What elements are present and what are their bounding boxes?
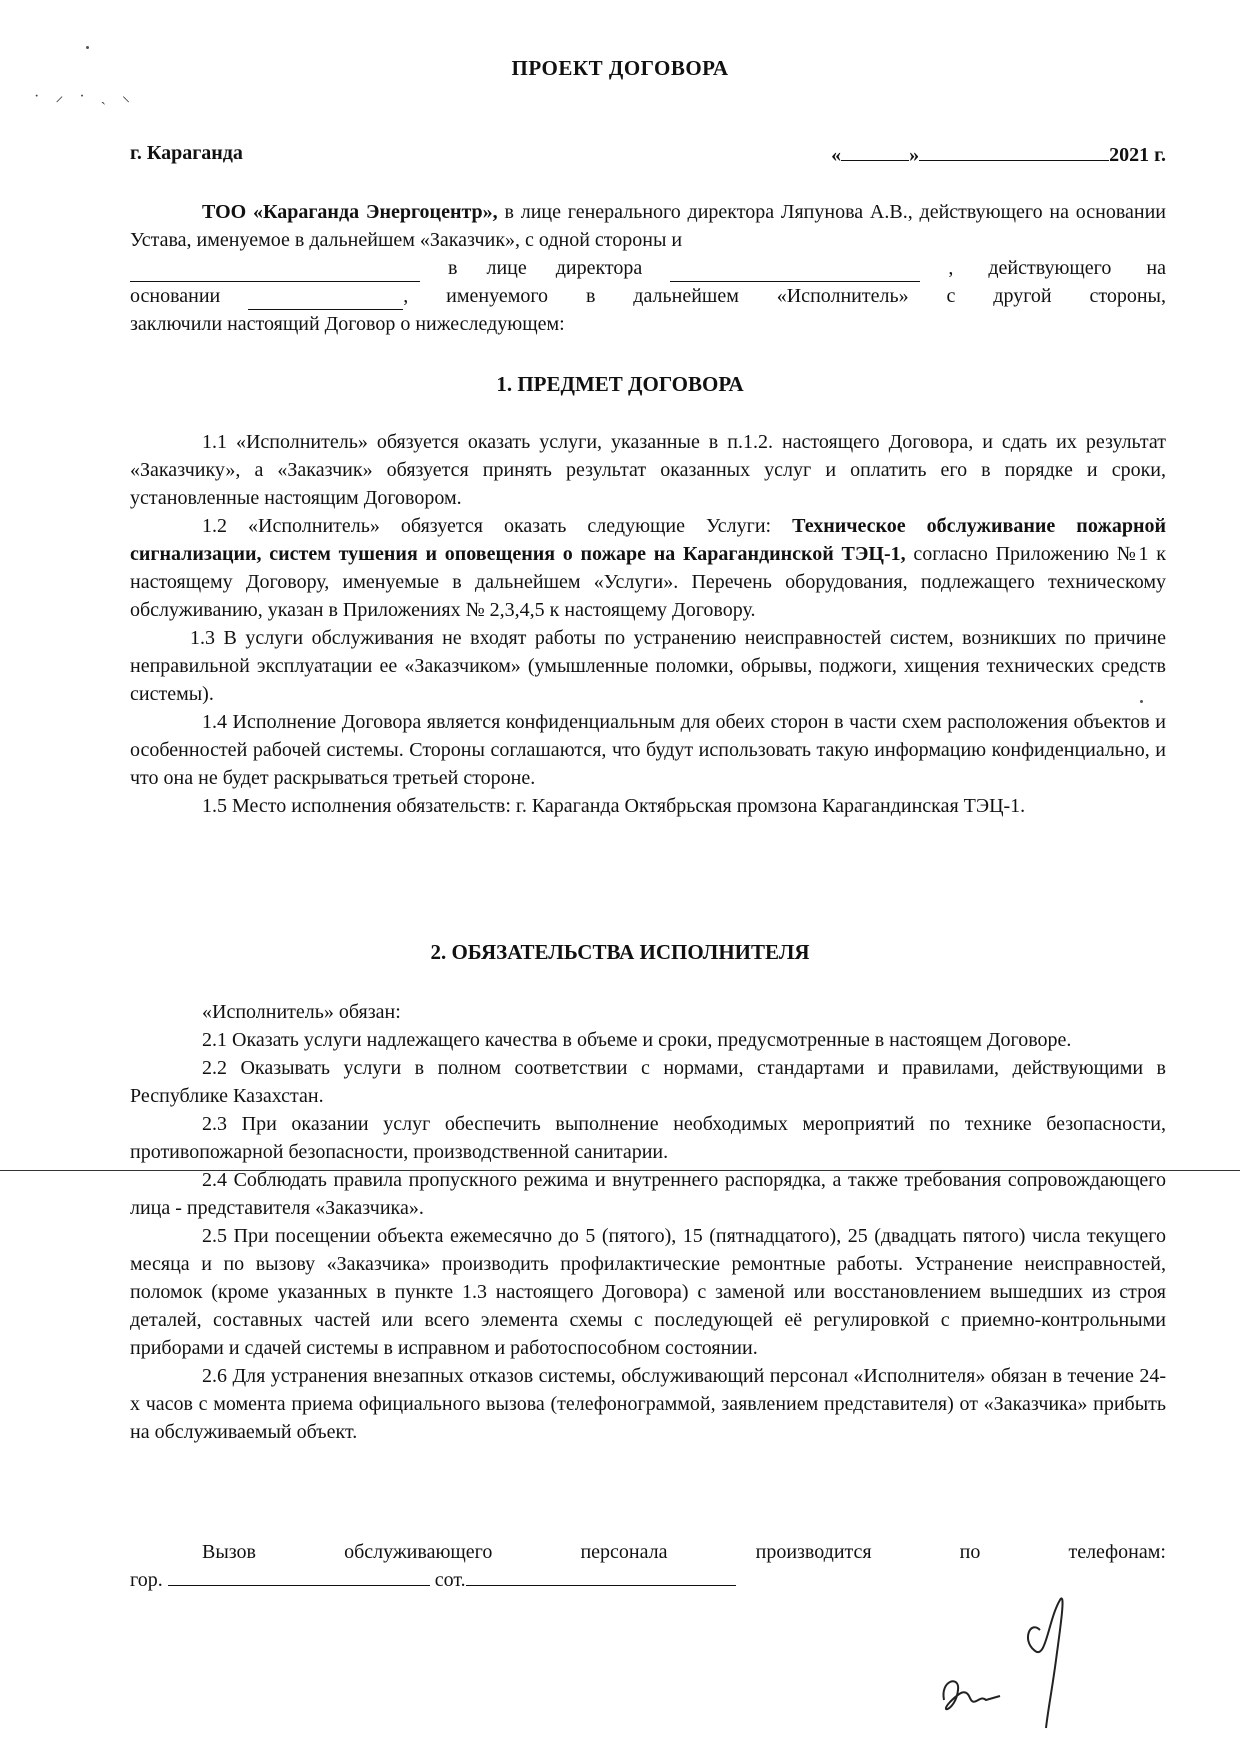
director-name-blank <box>670 263 920 282</box>
date-day-blank <box>841 142 909 161</box>
intro-text-2a: в лице директора <box>448 257 643 279</box>
calls-word: производится <box>755 1541 872 1563</box>
party-customer: ТОО «Караганда Энергоцентр», <box>202 201 498 223</box>
phone-city-blank <box>168 1567 430 1586</box>
clause-1-2-lead: 1.2 «Исполнитель» обязуется оказать следующие Услуги: <box>202 515 793 537</box>
section-2-heading: 2. ОБЯЗАТЕЛЬСТВА ИСПОЛНИТЕЛЯ <box>430 940 810 964</box>
clause-1-2-rest: согласно Приложению №1 к настоящему Договору, именуемые в дальнейшем «Услуги». Перечень оборудования, подлежащего техническому обслуживанию, указан в Приложениях № 2,3,4,5 к настоящему Договору. <box>130 543 1166 621</box>
intro-text-1: в лице генерального директора Ляпунова А.В., действующего на основании Устава, именуемое в дальнейшем «Заказчик», с одной стороны и <box>130 201 1167 251</box>
clause-2-1: 2.1 Оказать услуги надлежащего качества в объеме и сроки, предусмотренные в настоящем Договоре. <box>202 1029 1072 1051</box>
clause-1-2 <box>130 512 1166 624</box>
contract-date <box>831 142 1166 167</box>
section-1-heading: 1. ПРЕДМЕТ ДОГОВОРА <box>496 372 744 396</box>
calls-word: телефонам: <box>1068 1541 1166 1563</box>
calls-word: по <box>959 1541 981 1563</box>
intro-text-2b: , действующего на <box>948 257 1166 279</box>
contractor-name-blank <box>130 263 420 282</box>
intro-line-2 <box>130 254 1166 282</box>
intro-line-3 <box>130 282 1166 310</box>
clause-1-1: 1.1 «Исполнитель» обязуется оказать услуги, указанные в п.1.2. настоящего Договора, и сдать их результат «Заказчику», а «Заказчик» обязуется принять результат оказанных услуг и оплатить его в порядке и сроки, установленные настоящим Договором. <box>130 431 1166 509</box>
intro-text-3a: основании <box>130 285 221 307</box>
intro-text-4: заключили настоящий Договор о нижеследующем: <box>130 313 565 335</box>
calls-word: персонала <box>580 1541 668 1563</box>
city: г. Караганда <box>130 142 243 164</box>
calls-word: обслуживающего <box>344 1541 493 1563</box>
date-quote-open: « <box>831 144 842 166</box>
basis-blank <box>248 291 403 310</box>
clause-2-4: 2.4 Соблюдать правила пропускного режима и внутреннего распорядка, а также требования сопровождающего лица - представителя «Заказчика». <box>130 1169 1166 1219</box>
service-call-phones <box>130 1538 1166 1594</box>
clause-2-5: 2.5 При посещении объекта ежемесячно до 5 (пятого), 15 (пятнадцатого), 25 (двадцать пятого) числа текущего месяца и по вызову «Заказчика» производить профилактические ремонтные работы. Устранение неисправностей, поломок (кроме указанных в пункте 1.3 настоящего Договора) с заменой или восстановлением вышедших из строя деталей, составных частей или всего элемента схемы с последующей её регулировкой с приемно-контрольными приборами и сдачей системы в исправном и работоспособном состоянии. <box>130 1225 1166 1359</box>
document-title: ПРОЕКТ ДОГОВОРА <box>511 56 729 80</box>
calls-word: Вызов <box>202 1541 257 1563</box>
scan-line <box>0 1170 1240 1171</box>
intro-text-3b: , именуемого в дальнейшем «Исполнитель» с другой стороны, <box>403 285 1166 307</box>
date-quote-close: » <box>909 144 920 166</box>
phone-mobile-label: сот. <box>434 1569 466 1591</box>
section-2-lead: «Исполнитель» обязан: <box>202 1001 401 1023</box>
clause-1-5: 1.5 Место исполнения обязательств: г. Караганда Октябрьская промзона Карагандинская ТЭЦ-1. <box>202 795 1026 817</box>
signature-mark <box>930 1590 1130 1730</box>
section-2-body <box>130 998 1166 1446</box>
clause-2-3: 2.3 При оказании услуг обеспечить выполнение необходимых мероприятий по технике безопасности, противопожарной безопасности, производственной санитарии. <box>130 1113 1166 1163</box>
date-month-blank <box>919 142 1109 161</box>
clause-2-2: 2.2 Оказывать услуги в полном соответствии с нормами, стандартами и правилами, действующими в Республике Казахстан. <box>130 1057 1166 1107</box>
scan-artifact: · ⸝ · ˏ ⸜ <box>34 88 136 105</box>
date-year: 2021 г. <box>1109 144 1166 166</box>
calls-line <box>130 1538 1166 1566</box>
clause-1-2-service: Техническое обслуживание пожарной сигнализации, систем тушения и оповещения о пожаре на Карагандинской ТЭЦ-1, <box>130 515 1166 565</box>
phone-city-label: гор. <box>130 1569 163 1591</box>
clause-2-6: 2.6 Для устранения внезапных отказов системы, обслуживающий персонал «Исполнителя» обязан в течение 24-х часов с момента приема официального вызова (телефонограммой, заявлением представителя) от «Заказчика» прибыть на обслуживаемый объект. <box>130 1365 1166 1443</box>
section-1-body <box>130 428 1166 820</box>
phone-mobile-blank <box>466 1567 736 1586</box>
clause-1-4: 1.4 Исполнение Договора является конфиденциальным для обеих сторон в части схем расположения объектов и особенностей рабочей системы. Стороны соглашаются, что будут использовать такую информацию конфиденциально, и что она не будет раскрываться третьей стороне. <box>130 711 1166 789</box>
clause-1-3: 1.3 В услуги обслуживания не входят работы по устранению неисправностей систем, возникших по причине неправильной эксплуатации ее «Заказчиком» (умышленные поломки, обрывы, поджоги, хищения технических средств системы). <box>130 627 1166 705</box>
scan-dot <box>86 46 89 49</box>
intro-paragraph <box>130 198 1166 338</box>
